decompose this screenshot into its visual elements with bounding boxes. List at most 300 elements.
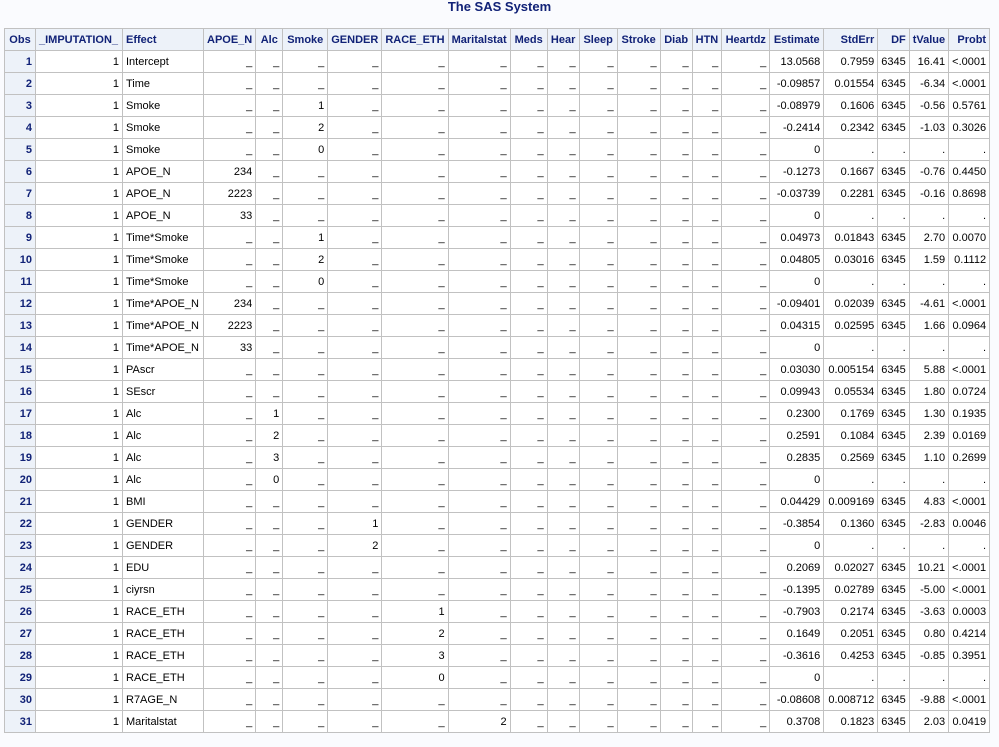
table-cell: _ (382, 337, 448, 359)
table-row (5, 315, 990, 337)
table-cell: _ (660, 139, 692, 161)
table-cell: -0.3616 (770, 645, 824, 667)
table-cell: . (949, 667, 990, 689)
table-cell: _ (256, 513, 283, 535)
table-cell: _ (204, 689, 256, 711)
table-cell: _ (722, 249, 770, 271)
table-cell: 0.1084 (824, 425, 878, 447)
table-cell: 6345 (878, 315, 909, 337)
table-cell: _ (382, 381, 448, 403)
table-cell: _ (510, 711, 547, 733)
table-cell: _ (256, 95, 283, 117)
table-cell: _ (328, 293, 382, 315)
table-cell: 0 (770, 271, 824, 293)
table-cell: _ (204, 447, 256, 469)
table-cell: GENDER (123, 535, 204, 557)
table-cell: _ (579, 95, 617, 117)
table-cell: _ (256, 271, 283, 293)
table-cell: _ (256, 227, 283, 249)
table-cell: _ (283, 381, 328, 403)
table-cell: _ (328, 711, 382, 733)
table-cell: _ (448, 601, 510, 623)
table-cell: _ (283, 645, 328, 667)
table-cell: _ (660, 469, 692, 491)
table-cell: _ (692, 139, 722, 161)
table-cell: 2223 (204, 183, 256, 205)
table-cell: . (824, 271, 878, 293)
table-cell: -0.85 (909, 645, 948, 667)
table-cell: 6345 (878, 403, 909, 425)
table-cell: . (824, 667, 878, 689)
table-cell: _ (617, 249, 660, 271)
table-cell: _ (660, 579, 692, 601)
table-cell: _ (382, 535, 448, 557)
table-cell: _ (722, 205, 770, 227)
table-cell: 1.59 (909, 249, 948, 271)
table-cell: _ (510, 601, 547, 623)
table-cell: _ (382, 227, 448, 249)
column-header: Probt (949, 29, 990, 51)
table-cell: _ (579, 337, 617, 359)
table-cell: _ (448, 579, 510, 601)
table-cell: 1 (36, 491, 123, 513)
table-cell: _ (579, 425, 617, 447)
table-cell: _ (547, 271, 579, 293)
table-cell: _ (328, 557, 382, 579)
table-cell: _ (692, 227, 722, 249)
table-cell: 0 (382, 667, 448, 689)
table-cell: _ (204, 711, 256, 733)
table-cell: _ (256, 557, 283, 579)
table-cell: _ (204, 227, 256, 249)
table-cell: _ (579, 557, 617, 579)
table-cell: 5.88 (909, 359, 948, 381)
table-cell: 1 (283, 227, 328, 249)
table-cell: _ (722, 469, 770, 491)
column-header: RACE_ETH (382, 29, 448, 51)
table-cell: Alc (123, 403, 204, 425)
obs-cell: 17 (5, 403, 36, 425)
table-cell: _ (722, 293, 770, 315)
table-cell: 2.39 (909, 425, 948, 447)
table-cell: 1 (328, 513, 382, 535)
table-cell: 0.0046 (949, 513, 990, 535)
table-cell: _ (283, 337, 328, 359)
table-cell: _ (579, 359, 617, 381)
table-cell: 0.01554 (824, 73, 878, 95)
table-cell: 6345 (878, 73, 909, 95)
table-cell: _ (328, 579, 382, 601)
table-cell: _ (510, 95, 547, 117)
table-cell: _ (204, 73, 256, 95)
table-cell: _ (547, 359, 579, 381)
table-cell: -1.03 (909, 117, 948, 139)
table-cell: Time (123, 73, 204, 95)
table-row (5, 711, 990, 733)
table-cell: 1 (36, 315, 123, 337)
table-cell: _ (547, 161, 579, 183)
table-cell: 0 (283, 139, 328, 161)
table-cell: _ (722, 711, 770, 733)
table-cell: _ (256, 249, 283, 271)
table-cell: _ (448, 425, 510, 447)
table-cell: 1 (36, 667, 123, 689)
table-cell: . (949, 205, 990, 227)
table-cell: _ (510, 293, 547, 315)
table-cell: _ (547, 249, 579, 271)
table-cell: _ (448, 359, 510, 381)
table-cell: _ (510, 315, 547, 337)
table-cell: -4.61 (909, 293, 948, 315)
table-cell: _ (692, 293, 722, 315)
table-cell: 6345 (878, 381, 909, 403)
table-cell: _ (510, 139, 547, 161)
table-cell: _ (283, 293, 328, 315)
table-cell: 1 (283, 95, 328, 117)
table-cell: _ (204, 249, 256, 271)
table-cell: _ (256, 667, 283, 689)
table-cell: _ (547, 623, 579, 645)
table-cell: _ (722, 491, 770, 513)
table-cell: _ (722, 557, 770, 579)
table-cell: 0.04429 (770, 491, 824, 513)
table-cell: _ (448, 337, 510, 359)
table-cell: _ (692, 73, 722, 95)
table-cell: 0 (770, 469, 824, 491)
table-cell: 0 (770, 667, 824, 689)
column-header: HTN (692, 29, 722, 51)
obs-cell: 1 (5, 51, 36, 73)
column-header: Alc (256, 29, 283, 51)
table-row (5, 601, 990, 623)
table-cell: _ (204, 601, 256, 623)
table-cell: _ (617, 161, 660, 183)
table-cell: _ (283, 667, 328, 689)
table-cell: 6345 (878, 95, 909, 117)
table-cell: _ (448, 513, 510, 535)
table-cell: _ (328, 249, 382, 271)
table-cell: 3 (382, 645, 448, 667)
table-cell: _ (692, 117, 722, 139)
table-row (5, 95, 990, 117)
table-cell: _ (510, 337, 547, 359)
obs-cell: 6 (5, 161, 36, 183)
table-cell: 0.80 (909, 623, 948, 645)
table-cell: . (878, 667, 909, 689)
table-cell: _ (328, 117, 382, 139)
column-header: DF (878, 29, 909, 51)
table-cell: _ (510, 51, 547, 73)
table-cell: _ (382, 161, 448, 183)
table-cell: 0 (770, 139, 824, 161)
table-cell: _ (328, 623, 382, 645)
table-cell: _ (547, 205, 579, 227)
table-cell: _ (547, 645, 579, 667)
table-cell: 1 (36, 645, 123, 667)
table-cell: _ (256, 359, 283, 381)
table-cell: _ (283, 183, 328, 205)
table-cell: _ (547, 667, 579, 689)
table-row (5, 425, 990, 447)
table-cell: -0.09857 (770, 73, 824, 95)
table-cell: 2223 (204, 315, 256, 337)
table-cell: _ (510, 645, 547, 667)
table-row (5, 337, 990, 359)
table-cell: _ (722, 73, 770, 95)
table-cell: 234 (204, 161, 256, 183)
table-cell: _ (722, 623, 770, 645)
table-cell: Time*Smoke (123, 271, 204, 293)
table-cell: _ (617, 271, 660, 293)
table-cell: _ (448, 557, 510, 579)
table-cell: _ (692, 689, 722, 711)
table-cell: _ (722, 601, 770, 623)
table-cell: Smoke (123, 95, 204, 117)
table-cell: 0.4253 (824, 645, 878, 667)
table-cell: _ (617, 73, 660, 95)
table-cell: _ (204, 117, 256, 139)
table-row (5, 293, 990, 315)
table-cell: 1 (36, 579, 123, 601)
table-cell: GENDER (123, 513, 204, 535)
obs-cell: 25 (5, 579, 36, 601)
table-cell: _ (283, 469, 328, 491)
table-row (5, 469, 990, 491)
table-row (5, 403, 990, 425)
table-cell: 1 (36, 513, 123, 535)
table-cell: -0.3854 (770, 513, 824, 535)
table-cell: . (878, 271, 909, 293)
table-cell: 0.3026 (949, 117, 990, 139)
table-cell: _ (204, 469, 256, 491)
table-cell: _ (382, 425, 448, 447)
table-cell: _ (722, 667, 770, 689)
table-cell: 0.3708 (770, 711, 824, 733)
table-cell: 0.02039 (824, 293, 878, 315)
table-cell: 0.1360 (824, 513, 878, 535)
table-cell: _ (722, 117, 770, 139)
table-cell: _ (547, 337, 579, 359)
table-cell: _ (256, 601, 283, 623)
table-cell: _ (382, 447, 448, 469)
table-cell: _ (448, 535, 510, 557)
table-cell: _ (204, 667, 256, 689)
table-cell: _ (660, 689, 692, 711)
table-cell: _ (547, 95, 579, 117)
table-cell: _ (328, 491, 382, 513)
column-header: Maritalstat (448, 29, 510, 51)
table-cell: _ (722, 227, 770, 249)
table-cell: -0.08979 (770, 95, 824, 117)
table-cell: _ (579, 689, 617, 711)
table-cell: _ (204, 425, 256, 447)
table-cell: _ (448, 469, 510, 491)
table-row (5, 359, 990, 381)
table-cell: 2.70 (909, 227, 948, 249)
table-cell: _ (617, 337, 660, 359)
table-cell: 2 (328, 535, 382, 557)
table-cell: _ (328, 95, 382, 117)
table-cell: _ (692, 271, 722, 293)
obs-cell: 16 (5, 381, 36, 403)
table-cell: _ (692, 183, 722, 205)
table-cell: _ (547, 447, 579, 469)
obs-cell: 10 (5, 249, 36, 271)
table-cell: 0.02595 (824, 315, 878, 337)
table-cell: . (909, 271, 948, 293)
table-cell: _ (579, 381, 617, 403)
table-cell: 6345 (878, 689, 909, 711)
table-cell: _ (448, 403, 510, 425)
table-cell: _ (256, 535, 283, 557)
table-cell: _ (382, 579, 448, 601)
table-cell: _ (448, 161, 510, 183)
table-cell: -0.16 (909, 183, 948, 205)
obs-cell: 23 (5, 535, 36, 557)
column-header: Smoke (283, 29, 328, 51)
table-cell: _ (256, 315, 283, 337)
table-cell: _ (283, 513, 328, 535)
table-cell: . (909, 535, 948, 557)
table-cell: 0.0169 (949, 425, 990, 447)
table-cell: _ (510, 535, 547, 557)
table-row (5, 161, 990, 183)
table-cell: -0.56 (909, 95, 948, 117)
column-header: Sleep (579, 29, 617, 51)
column-header: GENDER (328, 29, 382, 51)
table-cell: _ (448, 205, 510, 227)
table-cell: _ (448, 491, 510, 513)
table-cell: 6345 (878, 359, 909, 381)
table-cell: _ (256, 689, 283, 711)
obs-cell: 21 (5, 491, 36, 513)
table-cell: Time*APOE_N (123, 337, 204, 359)
table-cell: _ (617, 557, 660, 579)
obs-cell: 19 (5, 447, 36, 469)
table-cell: 0.2174 (824, 601, 878, 623)
table-cell: Time*APOE_N (123, 315, 204, 337)
table-cell: 6345 (878, 183, 909, 205)
table-cell: _ (692, 337, 722, 359)
table-cell: _ (510, 425, 547, 447)
table-cell: _ (547, 227, 579, 249)
table-cell: _ (328, 51, 382, 73)
table-cell: _ (382, 293, 448, 315)
table-cell: -9.88 (909, 689, 948, 711)
table-cell: _ (283, 601, 328, 623)
table-cell: 0.4450 (949, 161, 990, 183)
table-cell: 1.10 (909, 447, 948, 469)
table-cell: -0.09401 (770, 293, 824, 315)
table-cell: _ (660, 271, 692, 293)
table-cell: 6345 (878, 579, 909, 601)
table-cell: 6345 (878, 711, 909, 733)
table-cell: R7AGE_N (123, 689, 204, 711)
header-row (5, 29, 990, 51)
table-cell: _ (510, 227, 547, 249)
table-cell: _ (579, 183, 617, 205)
table-cell: _ (579, 667, 617, 689)
table-cell: _ (692, 623, 722, 645)
obs-cell: 30 (5, 689, 36, 711)
table-cell: _ (510, 359, 547, 381)
table-cell: _ (722, 337, 770, 359)
table-cell: 6345 (878, 117, 909, 139)
table-cell: 0.2281 (824, 183, 878, 205)
table-cell: _ (617, 579, 660, 601)
table-cell: 6345 (878, 249, 909, 271)
table-cell: _ (510, 469, 547, 491)
table-cell: _ (283, 689, 328, 711)
table-cell: <.0001 (949, 293, 990, 315)
table-cell: _ (579, 271, 617, 293)
table-cell: 0.05534 (824, 381, 878, 403)
table-cell: _ (328, 667, 382, 689)
table-cell: _ (617, 183, 660, 205)
table-cell: _ (722, 51, 770, 73)
table-cell: 6345 (878, 161, 909, 183)
results-table (4, 28, 990, 733)
table-cell: 1 (36, 337, 123, 359)
table-cell: 6345 (878, 293, 909, 315)
table-cell: _ (382, 73, 448, 95)
table-cell: _ (204, 535, 256, 557)
table-cell: _ (510, 249, 547, 271)
table-cell: _ (660, 293, 692, 315)
table-cell: _ (617, 491, 660, 513)
table-cell: _ (256, 337, 283, 359)
table-cell: Alc (123, 469, 204, 491)
obs-cell: 22 (5, 513, 36, 535)
table-cell: _ (547, 381, 579, 403)
table-cell: _ (692, 513, 722, 535)
table-cell: _ (204, 579, 256, 601)
table-cell: _ (692, 315, 722, 337)
column-header: Stroke (617, 29, 660, 51)
table-cell: _ (660, 161, 692, 183)
table-cell: _ (617, 447, 660, 469)
table-cell: _ (617, 381, 660, 403)
table-cell: 1 (36, 183, 123, 205)
table-cell: 0.1667 (824, 161, 878, 183)
table-cell: _ (617, 139, 660, 161)
table-cell: _ (660, 425, 692, 447)
table-cell: 1 (36, 139, 123, 161)
table-cell: . (878, 535, 909, 557)
table-cell: _ (510, 183, 547, 205)
table-cell: _ (547, 293, 579, 315)
table-cell: _ (256, 579, 283, 601)
table-cell: 6345 (878, 623, 909, 645)
table-cell: -0.7903 (770, 601, 824, 623)
table-cell: _ (382, 271, 448, 293)
obs-cell: 20 (5, 469, 36, 491)
table-cell: _ (448, 447, 510, 469)
table-cell: _ (547, 469, 579, 491)
table-cell: _ (660, 227, 692, 249)
table-cell: 0.1823 (824, 711, 878, 733)
table-cell: _ (579, 535, 617, 557)
table-cell: _ (660, 491, 692, 513)
table-cell: _ (448, 667, 510, 689)
table-cell: 1 (382, 601, 448, 623)
table-cell: _ (510, 205, 547, 227)
table-cell: _ (617, 359, 660, 381)
table-cell: _ (692, 557, 722, 579)
table-row (5, 117, 990, 139)
table-cell: _ (328, 271, 382, 293)
table-cell: _ (660, 381, 692, 403)
